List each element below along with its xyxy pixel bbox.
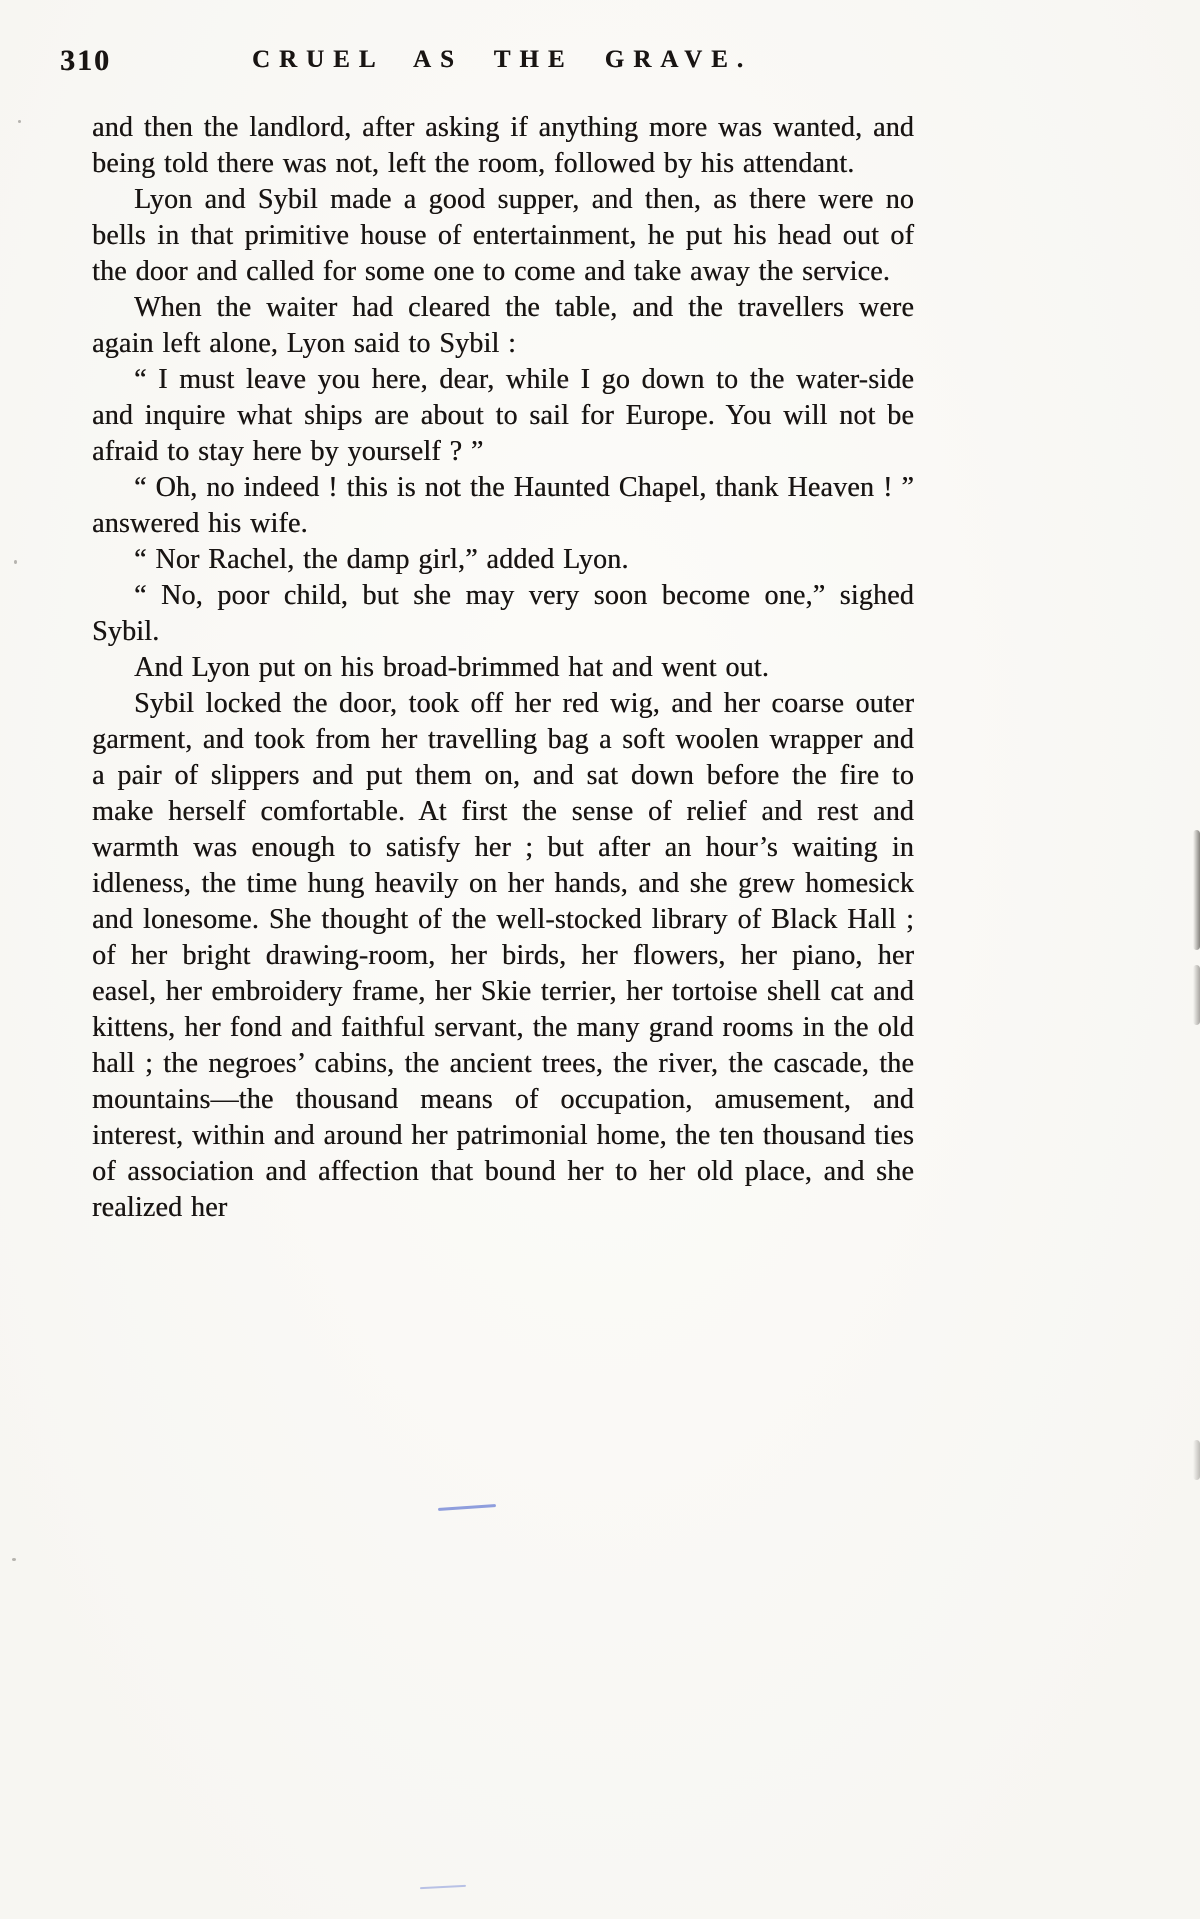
paragraph: And Lyon put on his broad-brimmed hat and went out. [134,652,769,683]
running-title: CRUEL AS THE GRAVE. [251,46,753,73]
page-body [92,110,914,1226]
scan-edge-smudge [1193,1440,1200,1480]
blue-pen-mark [438,1504,496,1511]
paragraph: “ Oh, no indeed ! this is not the Haunted Chapel, thank Heaven ! ” answered his wife. [92,472,914,539]
scan-speck [12,1558,16,1561]
page-header [60,44,912,84]
paragraph: Lyon and Sybil made a good supper, and then, as there were no bells in that primitive house of entertainment, he put his head out of the door and called for some one to come and take away the service. [92,184,914,287]
scan-edge-smudge [1193,965,1200,1025]
paragraph: “ No, poor child, but she may very soon become one,” sighed Sybil. [92,580,914,647]
blue-pen-mark [420,1885,466,1889]
paragraph: Sybil locked the door, took off her red wig, and her coarse outer garment, and took from her travelling bag a soft woolen wrapper and a pair of slippers and put them on, and sat down before the fire to make herself comfortable. At first the sense of relief and rest and warmth was enough to satisfy her ; but after an hour’s waiting in idleness, the time hung heavily on her hands, and she grew homesick and lonesome. She thought of the well-stocked library of Black Hall ; of her bright drawing-room, her birds, her flowers, her piano, her easel, her embroidery frame, her Skie terrier, her tortoise shell cat and kittens, her fond and faithful servant, the many grand rooms in the old hall ; the negroes’ cabins, the ancient trees, the river, the cascade, the mountains—the thousand means of occupation, amusement, and interest, within and around her patrimonial home, the ten thousand ties of association and affection that bound her to her old place, and she realized her [92,688,914,1223]
scan-speck [14,560,17,564]
paragraph: and then the landlord, after asking if anything more was wanted, and being told there was not, left the room, followed by his attendant. [92,112,914,179]
scan-edge-smudge [1193,830,1200,950]
paragraph: “ I must leave you here, dear, while I go down to the water-side and inquire what ships are about to sail for Europe. You will not be afraid to stay here by yourself ? ” [92,364,914,467]
scan-speck [18,120,21,123]
paragraph: When the waiter had cleared the table, and the travellers were again left alone, Lyon said to Sybil : [92,292,914,359]
paragraph: “ Nor Rachel, the damp girl,” added Lyon. [134,544,629,575]
page-number: 310 [60,44,111,77]
